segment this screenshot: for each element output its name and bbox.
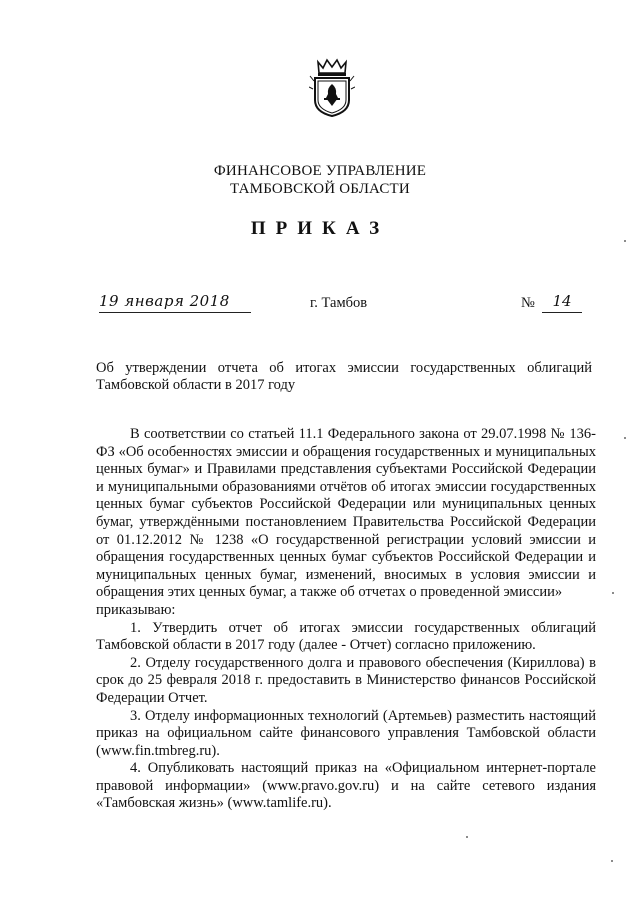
number-label: № xyxy=(521,295,535,311)
scan-speck xyxy=(466,836,468,838)
city-label: г. Тамбов xyxy=(310,295,368,311)
org-name-line1: ФИНАНСОВОЕ УПРАВЛЕНИЕ xyxy=(213,163,427,179)
preamble-paragraph: В соответствии со статьей 11.1 Федерального закона от 29.07.1998 № 136-ФЗ «Об особенностях эмиссии и обращения государственных и муниципальных ценных бумаг» и Правилами представления субъектами Российской Федерации и муниципальными образованиями отчётов об итогах эмиссии государственных ценных бумаг субъектов Российской Федерации или муниципальных ценных бумаг, утверждёнными постановлением Правительства Российской Федерации от 01.12.2012 № 1238 «О государственной регистрации условий эмиссии и обращения государственных ценных бумаг субъектов Российской Федерации и муниципальных ценных бумаг, изменений, вносимых в условия эмиссии и обращения этих ценных бумаг, а также об отчетах о проведенной эмиссии» xyxy=(96,426,596,601)
order-item-3: 3. Отделу информационных технологий (Артемьев) разместить настоящий приказ на официальном сайте финансового управления Тамбовской области (www.fin.tmbreg.ru). xyxy=(96,707,596,759)
order-body xyxy=(96,426,596,813)
order-subject: Об утверждении отчета об итогах эмиссии государственных облигаций Тамбовской области в 2017 году xyxy=(96,360,592,393)
scan-speck xyxy=(624,240,626,242)
scan-speck xyxy=(611,860,613,862)
order-item-2: 2. Отделу государственного долга и правового обеспечения (Кириллова) в срок до 25 февраля 2018 г. предоставить в Министерство финансов Российской Федерации Отчет. xyxy=(96,654,596,706)
handwritten-number: 14 xyxy=(542,292,582,313)
order-item-1: 1. Утвердить отчет об итогах эмиссии государственных облигаций Тамбовской области в 2017 году (далее - Отчет) согласно приложению. xyxy=(96,619,596,654)
scan-speck xyxy=(612,592,614,594)
handwritten-date: 19 января 2018 xyxy=(99,292,251,313)
date-number-line xyxy=(0,292,640,322)
document-type-title: ПРИКАЗ xyxy=(250,218,390,239)
scan-speck xyxy=(624,437,626,439)
order-word: приказываю: xyxy=(96,601,176,618)
org-name-line2: ТАМБОВСКОЙ ОБЛАСТИ xyxy=(230,181,410,197)
tambov-coat-of-arms-icon xyxy=(309,54,355,118)
order-item-4: 4. Опубликовать настоящий приказ на «Официальном интернет-портале правовой информации» (www.pravo.gov.ru) и на сайте сетевого издания «Тамбовская жизнь» (www.tamlife.ru). xyxy=(96,760,596,812)
